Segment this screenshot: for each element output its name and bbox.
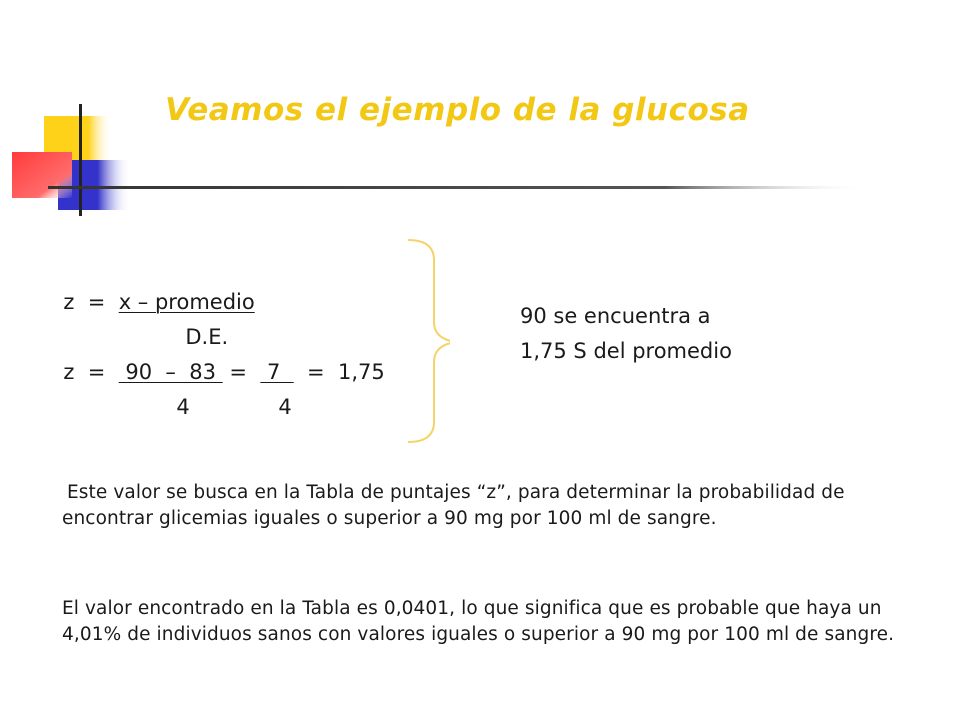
paragraph-1: Este valor se busca en la Tabla de puntajes “z”, para determinar la probabilidad de encontrar glicemias iguales o superior a 90 mg por 100 ml de sangre.: [62, 482, 845, 529]
formula-prefix: z =: [63, 360, 119, 384]
formula-denominator-b: 4: [278, 395, 292, 419]
red-square: [12, 152, 72, 198]
formula-result: = 1,75: [293, 360, 385, 384]
horizontal-rule: [48, 186, 870, 189]
paragraph-2: El valor encontrado en la Tabla es 0,0401, lo que significa que es probable que haya un 4,01% de individuos sanos con valores iguales o superior a 90 mg por 100 ml de sangre.: [62, 598, 895, 645]
right-brace: [400, 236, 450, 446]
formula-numerator: x – promedio: [118, 290, 255, 314]
formula-numerator-b: 7: [260, 360, 294, 384]
formula-prefix: z =: [63, 290, 119, 314]
formula-denominator: D.E.: [185, 325, 229, 349]
formula-row-3: [50, 341, 385, 383]
slide-title: Veamos el ejemplo de la glucosa: [165, 92, 750, 128]
formula-numerator-a: 90 – 83: [118, 360, 223, 384]
formula-row-4b: [265, 376, 292, 418]
formula-equals: =: [222, 360, 261, 384]
note-line-2: 1,75 S del promedio: [520, 339, 732, 363]
note-line-1: 90 se encuentra a: [520, 304, 711, 328]
vertical-rule: [79, 104, 82, 216]
formula-denominator-a: 4: [176, 395, 190, 419]
formula-row-4a: [163, 376, 190, 418]
